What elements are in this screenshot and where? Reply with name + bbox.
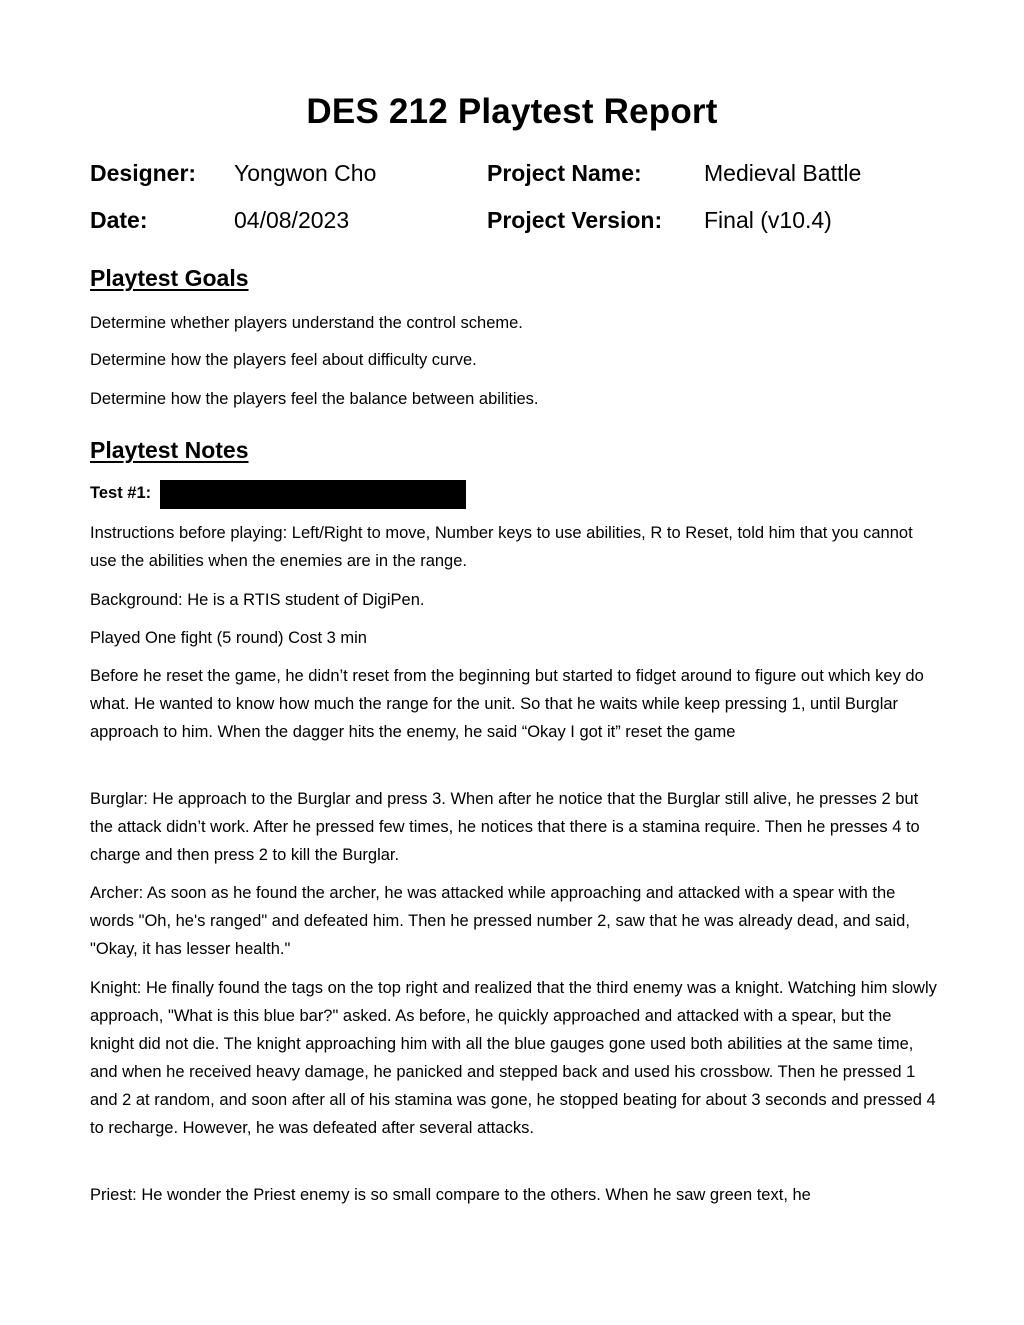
project-version-value: Final (v10.4) xyxy=(704,207,832,233)
project-name-label: Project Name: xyxy=(487,160,642,186)
goal-item: Determine how the players feel the balance between abilities. xyxy=(90,390,539,408)
designer-label: Designer: xyxy=(90,160,197,186)
date-value: 04/08/2023 xyxy=(234,207,350,233)
note-paragraph: Background: He is a RTIS student of DigiPen. xyxy=(90,591,425,609)
project-version-label: Project Version: xyxy=(487,207,663,233)
goal-item: Determine how the players feel about difficulty curve. xyxy=(90,351,477,369)
note-paragraph: Before he reset the game, he didn’t reset from the beginning but started to fidget around to figure out which key do what. He wanted to know how much the range for the unit. So that he waits while keep pressing 1, until Burglar approach to him. When the dagger hits the enemy, he said “Okay I got it” reset the game xyxy=(90,667,924,741)
note-paragraph: Instructions before playing: Left/Right to move, Number keys to use abilities, R to Reset, told him that you cannot use the abilities when the enemies are in the range. xyxy=(90,524,913,570)
note-paragraph: Played One fight (5 round) Cost 3 min xyxy=(90,629,367,647)
redacted-tester-name xyxy=(160,480,466,509)
meta-row-date xyxy=(90,207,970,241)
test-number-label: Test #1: xyxy=(90,484,152,502)
report-title: DES 212 Playtest Report xyxy=(306,92,718,131)
playtest-notes-heading: Playtest Notes xyxy=(90,437,249,463)
goal-item: Determine whether players understand the control scheme. xyxy=(90,314,523,332)
meta-row-designer xyxy=(90,160,970,194)
playtest-goals-heading: Playtest Goals xyxy=(90,265,249,291)
note-paragraph: Priest: He wonder the Priest enemy is so small compare to the others. When he saw green text, he xyxy=(90,1186,811,1204)
note-paragraph: Archer: As soon as he found the archer, he was attacked while approaching and attacked with a spear with the words "Oh, he's ranged" and defeated him. Then he pressed number 2, saw that he was already dead, and said, "Okay, it has lesser health." xyxy=(90,884,910,958)
date-label: Date: xyxy=(90,207,148,233)
project-name-value: Medieval Battle xyxy=(704,160,862,186)
designer-value: Yongwon Cho xyxy=(234,160,377,186)
note-paragraph: Burglar: He approach to the Burglar and press 3. When after he notice that the Burglar still alive, he presses 2 but the attack didn’t work. After he pressed few times, he notices that there is a stamina require. Then he presses 4 to charge and then press 2 to kill the Burglar. xyxy=(90,790,920,864)
note-paragraph: Knight: He finally found the tags on the top right and realized that the third enemy was a knight. Watching him slowly approach, "What is this blue bar?" asked. As before, he quickly approached and attacked with a spear, but the knight did not die. The knight approaching him with all the blue gauges gone used both abilities at the same time, and when he received heavy damage, he panicked and stepped back and used his crossbow. Then he pressed 1 and 2 at random, and soon after all of his stamina was gone, he stopped beating for about 3 seconds and pressed 4 to recharge. However, he was defeated after several attacks. xyxy=(90,979,937,1137)
